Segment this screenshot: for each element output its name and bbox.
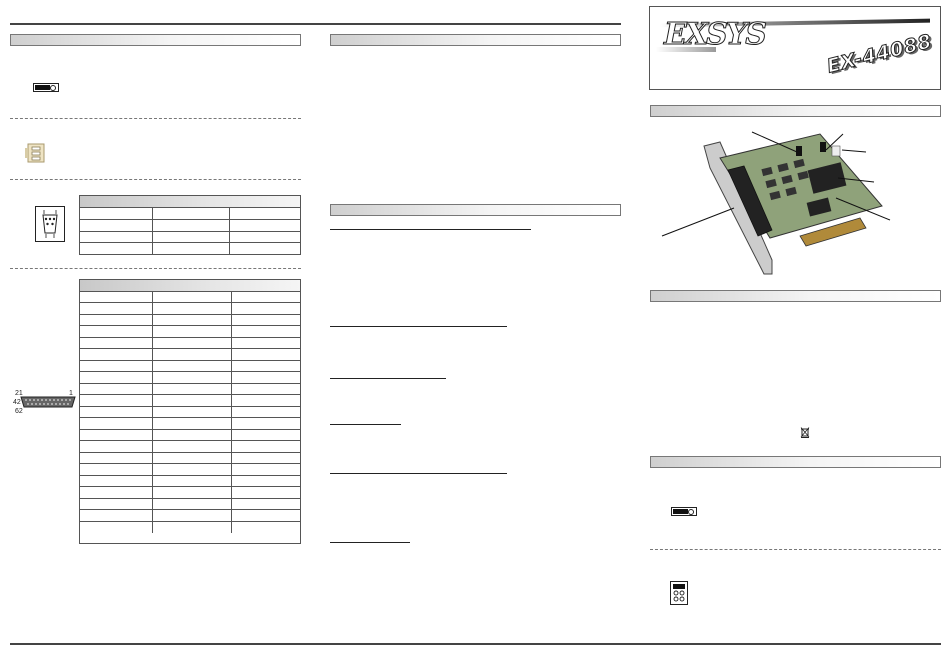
subheading-underline: [330, 542, 410, 543]
table-row: [80, 208, 300, 220]
dashed-divider: [10, 179, 301, 180]
table-row: [80, 349, 300, 361]
pin-label-1: 1: [69, 390, 73, 397]
table-row: [80, 303, 300, 315]
table-row: [80, 487, 300, 499]
table-row: [80, 372, 300, 384]
table-row: [80, 510, 300, 522]
table-row: [80, 441, 300, 453]
table-row: [80, 292, 300, 303]
table-row: [80, 243, 300, 254]
jumper-block-icon: [670, 581, 688, 605]
dashed-divider: [10, 268, 301, 269]
product-model-name: EX-44088: [824, 30, 935, 78]
bottom-rule: [10, 643, 941, 645]
db62-connector-icon: [20, 396, 76, 408]
jumper-switch-icon: [671, 507, 697, 516]
table-row: [80, 418, 300, 430]
table-row: [80, 361, 300, 372]
brand-logo: EXSYS: [664, 17, 765, 52]
table-row: [80, 476, 300, 487]
table-row: [80, 220, 300, 232]
pcie-card-illustration: [660, 128, 900, 276]
subheading-underline: [330, 473, 507, 474]
table-row: [80, 384, 300, 395]
product-logo-panel: [649, 6, 941, 90]
table-row: [80, 453, 300, 464]
pin-label-21: 21: [15, 390, 23, 397]
table-row: [80, 315, 300, 326]
table-row: [80, 407, 300, 418]
pin-assignment-table-db9: [79, 195, 301, 255]
subheading-underline: [330, 378, 446, 379]
subheading-underline: [330, 229, 531, 230]
section-bar-left-1: [10, 34, 301, 46]
pin-label-42: 42: [13, 399, 21, 406]
table-row: [80, 464, 300, 476]
pin-label-62: 62: [15, 408, 23, 415]
top-rule: [10, 23, 621, 25]
table-row: [80, 326, 300, 338]
table-row: [80, 395, 300, 407]
dashed-divider: [10, 118, 301, 119]
table-row: [80, 232, 300, 243]
db9-connector-icon: [35, 206, 65, 242]
subheading-underline: [330, 326, 507, 327]
subheading-underline: [330, 424, 401, 425]
section-bar-mid-2: [330, 204, 621, 216]
jumper-switch-icon: [33, 83, 59, 92]
table-row: [80, 499, 300, 510]
table-row: [80, 338, 300, 349]
dashed-divider: [650, 549, 941, 550]
section-bar-mid-1: [330, 34, 621, 46]
weee-disposal-icon: [800, 427, 810, 438]
pin-assignment-table-db62: [79, 279, 301, 544]
section-bar-right-2: [650, 290, 941, 302]
table-row: [80, 522, 300, 533]
section-bar-right-3: [650, 456, 941, 468]
section-bar-right-1: [650, 105, 941, 117]
power-connector-icon: [24, 142, 48, 164]
table-row: [80, 430, 300, 441]
